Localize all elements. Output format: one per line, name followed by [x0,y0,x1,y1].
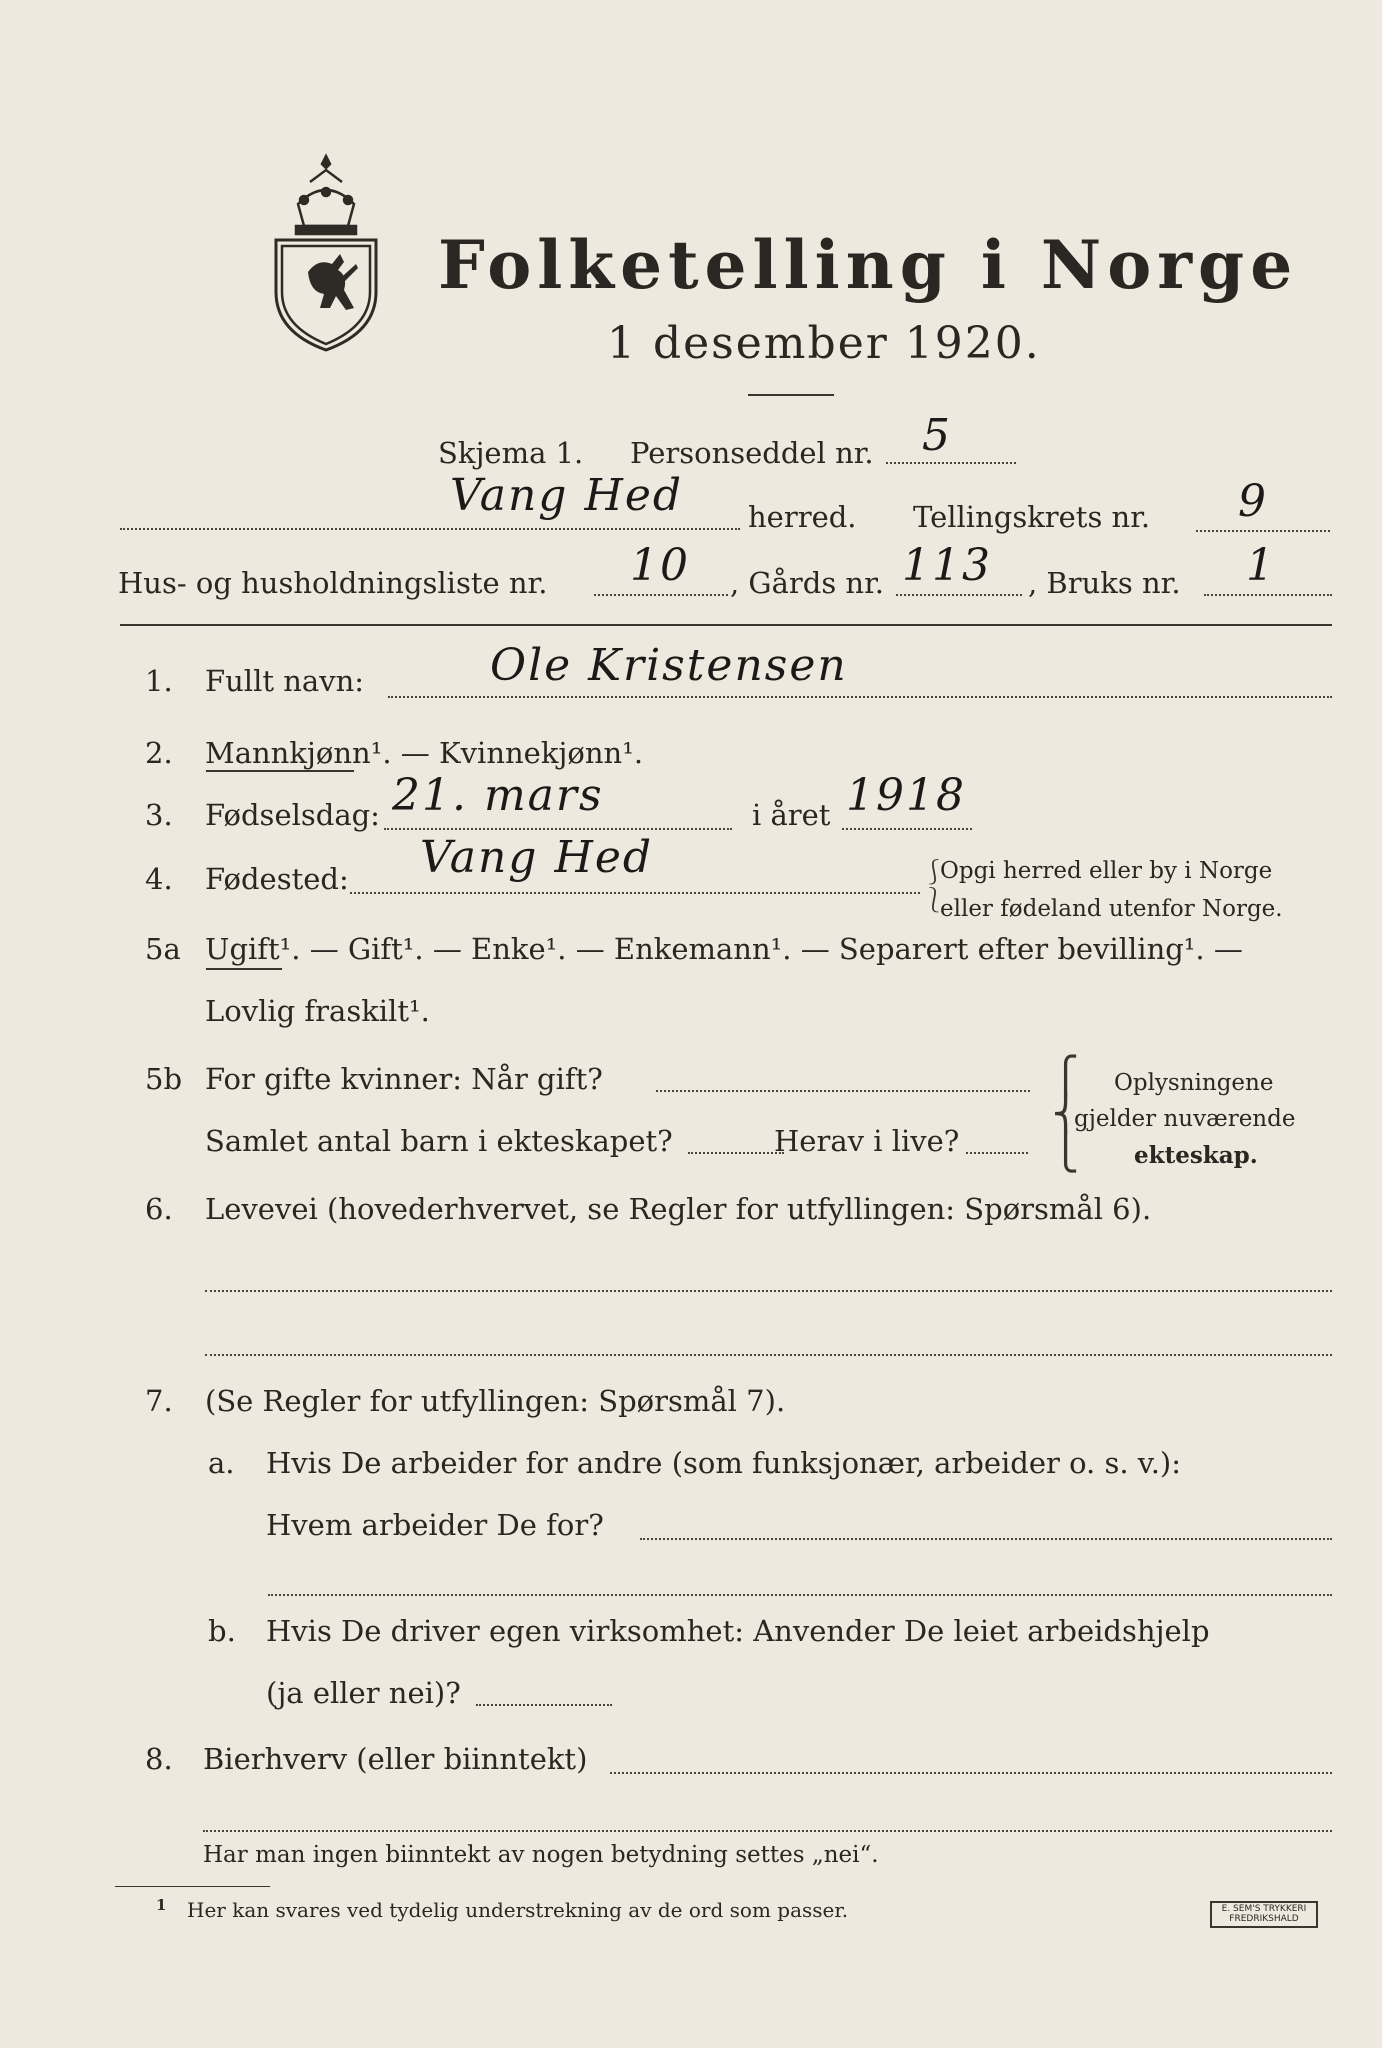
q3-birthday-value[interactable]: 21. mars [392,770,604,821]
gards-line [896,594,1022,596]
q7-label: (Se Regler for utfyllingen: Spørsmål 7). [205,1384,786,1418]
q7a-letter: a. [208,1446,235,1480]
q5a-marital-options-line2[interactable]: Lovlig fraskilt¹. [205,994,430,1028]
form-date: 1 desember 1920. [607,318,1041,369]
husliste-line [594,594,728,596]
q6-line-1[interactable] [205,1290,1332,1292]
q7a-employer-line-2[interactable] [268,1594,1332,1596]
q8-note: Har man ingen biinntekt av nogen betydning settes „nei“. [203,1842,879,1868]
skjema-label: Skjema 1. [438,436,584,470]
q4-note-line1: Opgi herred eller by i Norge [940,858,1273,884]
q2-number: 2. [145,736,173,770]
personseddel-line [886,462,1016,464]
printer-stamp: E. SEM'S TRYKKERI FREDRIKSHALD [1210,1901,1318,1928]
q2-underline-mannkjonn [206,770,354,772]
q5b-alive-line[interactable] [966,1152,1028,1154]
q6-line-2[interactable] [205,1354,1332,1356]
q1-label: Fullt navn: [205,664,365,698]
q6-label: Levevei (hovederhvervet, se Regler for utfyllingen: Spørsmål 6). [205,1192,1152,1226]
q1-line [388,696,1332,698]
gards-label: , Gårds nr. [730,566,884,600]
q5b-brace: ⎧ ⎨ ⎩ [1052,1056,1079,1173]
q7a-line2: Hvem arbeider De for? [266,1508,604,1542]
bruks-line [1204,594,1332,596]
q5b-number: 5b [145,1062,183,1096]
tellingskrets-label: Tellingskrets nr. [913,500,1151,534]
norwegian-coat-of-arms-icon [268,152,384,352]
q5b-note-line1: Oplysningene [1114,1070,1274,1096]
q4-note-line2: eller fødeland utenfor Norge. [940,896,1283,922]
q5a-number: 5a [145,932,181,966]
q4-number: 4. [145,862,173,896]
q4-brace: ⎰ [922,858,946,886]
q5a-marital-options[interactable]: Ugift¹. — Gift¹. — Enke¹. — Enkemann¹. — Separert efter bevilling¹. — [205,932,1243,966]
q2-sex-options[interactable]: Mannkjønn¹. — Kvinnekjønn¹. [205,736,644,770]
tellingskrets-line [1196,530,1330,532]
q5b-alive-label: Herav i live? [774,1124,960,1158]
q7-number: 7. [145,1384,173,1418]
q5b-children-line[interactable] [688,1152,784,1154]
q3-label: Fødselsdag: [205,798,380,832]
title-divider [748,394,834,396]
q8-line-2[interactable] [203,1830,1332,1832]
q3-year-value[interactable]: 1918 [846,770,966,821]
q7b-letter: b. [208,1614,236,1648]
q7b-line1: Hvis De driver egen virksomhet: Anvender De leiet arbeidshjelp [266,1614,1210,1648]
header-divider [120,624,1332,626]
q5b-note-line3: ekteskap. [1134,1142,1258,1169]
q5b-children-label: Samlet antal barn i ekteskapet? [205,1124,673,1158]
husliste-value[interactable]: 10 [630,540,690,591]
husliste-label: Hus- og husholdningsliste nr. [118,566,548,600]
herred-label: herred. [748,500,857,534]
tellingskrets-value[interactable]: 9 [1238,476,1268,527]
q1-number: 1. [145,664,173,698]
form-title: Folketelling i Norge [438,226,1299,304]
bruks-value[interactable]: 1 [1246,540,1276,591]
q7b-answer-line[interactable] [476,1704,612,1706]
q4-birthplace-value[interactable]: Vang Hed [420,832,654,883]
personseddel-value[interactable]: 5 [922,410,952,461]
q3-year-label: i året [752,798,831,832]
q5a-underline-ugift [206,968,282,970]
footnote-marker: 1 [156,1896,167,1914]
q7a-line1: Hvis De arbeider for andre (som funksjonær, arbeider o. s. v.): [266,1446,1182,1480]
q4-label: Fødested: [205,862,349,896]
q3-year-line [842,828,972,830]
footnote-text: Her kan svares ved tydelig understrekning av de ord som passer. [187,1898,849,1922]
personseddel-label: Personseddel nr. [630,436,874,470]
herred-value[interactable]: Vang Hed [450,470,684,521]
q7a-employer-line[interactable] [640,1538,1332,1540]
q1-full-name-value[interactable]: Ole Kristensen [490,640,848,691]
q5b-married-line[interactable] [656,1090,1030,1092]
q3-day-line [384,828,732,830]
q8-number: 8. [145,1742,173,1776]
gards-value[interactable]: 113 [902,540,992,591]
herred-line [120,528,740,530]
q5b-note-line2: gjelder nuværende [1074,1106,1296,1132]
q8-label: Bierhverv (eller biinntekt) [203,1742,588,1776]
q6-number: 6. [145,1192,173,1226]
q5b-married-label: For gifte kvinner: Når gift? [205,1062,603,1096]
bruks-label: , Bruks nr. [1028,566,1181,600]
q4-brace-lower: ⎱ [922,886,946,914]
q8-line-1[interactable] [610,1772,1332,1774]
q4-line [350,892,920,894]
q3-number: 3. [145,798,173,832]
q7b-line2: (ja eller nei)? [266,1676,461,1710]
footnote-divider [115,1886,270,1887]
